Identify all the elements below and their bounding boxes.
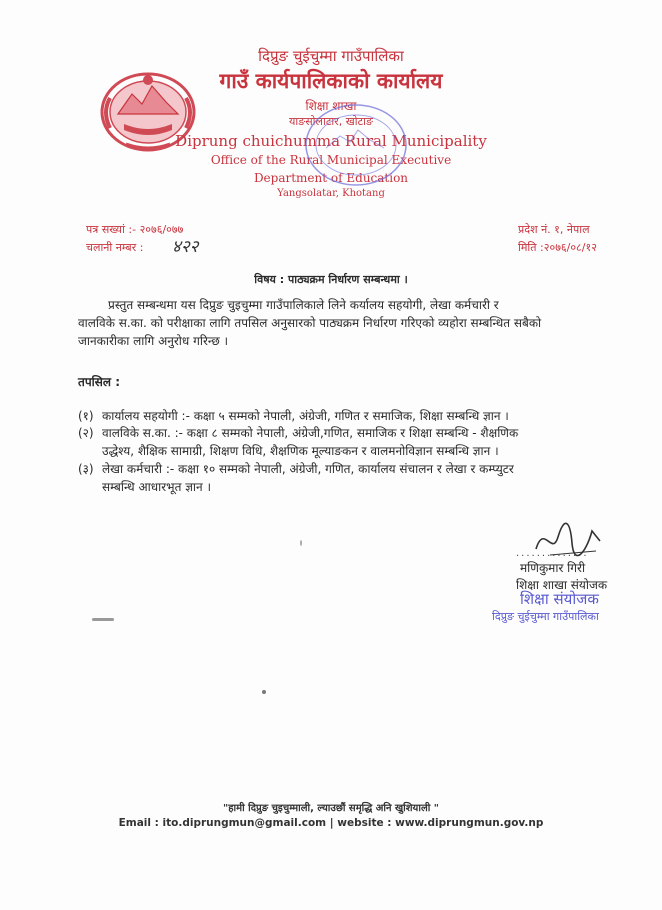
list-item-3-line-1: लेखा कर्मचारी :- कक्षा १० सम्मको नेपाली, अंग्रेजी, गणित, कार्यालय संचालन र लेखा र कम्प्युटर bbox=[102, 462, 514, 476]
scan-speck bbox=[300, 540, 302, 546]
letter-number: पत्र सख्यां :- २०७६/०७७ bbox=[86, 223, 184, 236]
signatory-title: शिक्षा शाखा संयोजक bbox=[516, 578, 608, 592]
scan-speck bbox=[262, 690, 266, 694]
footer-slogan: "हामी दिप्रुङ चुइचुम्माली, ल्याउछौं समृद्धि अनि खुशियाली " bbox=[222, 803, 440, 814]
scan-mark bbox=[92, 618, 114, 621]
stamp-organization: दिप्रुङ चुईचुम्मा गाउँपालिका bbox=[492, 610, 599, 623]
address-np: याङसोलाटार, खोटाङ bbox=[289, 115, 373, 128]
list-item-1-line-1: कार्यालय सहयोगी :- कक्षा ५ सम्मको नेपाली, अंग्रेजी, गणित र समाजिक, शिक्षा सम्बन्धि ज्ञान । bbox=[102, 409, 509, 423]
list-item-2-line-2: उद्धेश्य, शैक्षिक सामाग्री, शिक्षण विधि, शैक्षणिक मूल्याङकन र वालमनोविज्ञान सम्बन्धि ज्ञान । bbox=[102, 444, 499, 458]
body-paragraph-line-2: वालविके स.का. को परीक्षाका लागि तपसिल अनुसारको पाठ्यक्रम निर्धारण गरिएको व्यहोरा सम्बन्धित सबैको bbox=[78, 316, 542, 330]
footer-separator: | bbox=[326, 817, 338, 829]
office-stamp-icon bbox=[300, 100, 412, 190]
dispatch-number-label: चलानी नम्बर : bbox=[86, 241, 144, 254]
body-paragraph-line-1: प्रस्तुत सम्बन्धमा यस दिप्रुङ चुइचुम्मा गाउँपालिकाले लिने कर्यालय सहयोगी, लेखा कर्मचारी र bbox=[108, 298, 499, 312]
body-paragraph-line-3: जानकारीका लागि अनुरोध गरिन्छ । bbox=[78, 334, 229, 348]
signatory-name: मणिकुमार गिरी bbox=[520, 561, 586, 575]
dispatch-number: ४२२ bbox=[172, 237, 199, 257]
signature-dots: .............. bbox=[516, 548, 589, 559]
subject-line: विषय : पाठ्यक्रम निर्धारण सम्बन्धमा । bbox=[254, 273, 408, 286]
department-np: शिक्षा शाखा bbox=[305, 99, 357, 113]
province-label: प्रदेश नं. १, नेपाल bbox=[518, 223, 590, 236]
office-name-np: गाउँ कार्यपालिकाको कार्यालय bbox=[219, 69, 443, 93]
department-en: Department of Education bbox=[253, 171, 409, 185]
municipality-name-en: Diprung chuichumma Rural Municipality bbox=[175, 132, 487, 150]
letter-date: मिति :२०७६/०८/१२ bbox=[518, 241, 597, 254]
list-item-2-line-1: वालविके स.का. :- कक्षा ८ सम्मको नेपाली, अंग्रेजी,गणित, समाजिक र शिक्षा सम्बन्धि - शैक्षणिक bbox=[102, 426, 519, 440]
email-link[interactable]: ito.diprungmun@gmail.com bbox=[162, 817, 327, 829]
office-name-en: Office of the Rural Municipal Executive bbox=[210, 153, 452, 167]
email-label: Email : bbox=[118, 817, 163, 829]
tapasil-heading: तपसिल : bbox=[78, 375, 120, 389]
address-en: Yangsolatar, Khotang bbox=[277, 188, 385, 199]
municipality-name-np: दिप्रुङ चुईचुम्मा गाउँपालिका bbox=[258, 47, 404, 65]
footer-contact bbox=[0, 817, 662, 829]
website-link[interactable]: www.diprungmun.gov.np bbox=[395, 817, 544, 829]
website-label: website : bbox=[337, 817, 396, 829]
list-item-3-number: (३) bbox=[78, 462, 94, 476]
list-item-2-number: (२) bbox=[78, 426, 94, 440]
list-item-3-line-2: सम्बन्धि आधारभूत ज्ञान । bbox=[102, 480, 212, 494]
list-item-1-number: (१) bbox=[78, 409, 94, 423]
stamp-title: शिक्षा संयोजक bbox=[520, 590, 599, 608]
